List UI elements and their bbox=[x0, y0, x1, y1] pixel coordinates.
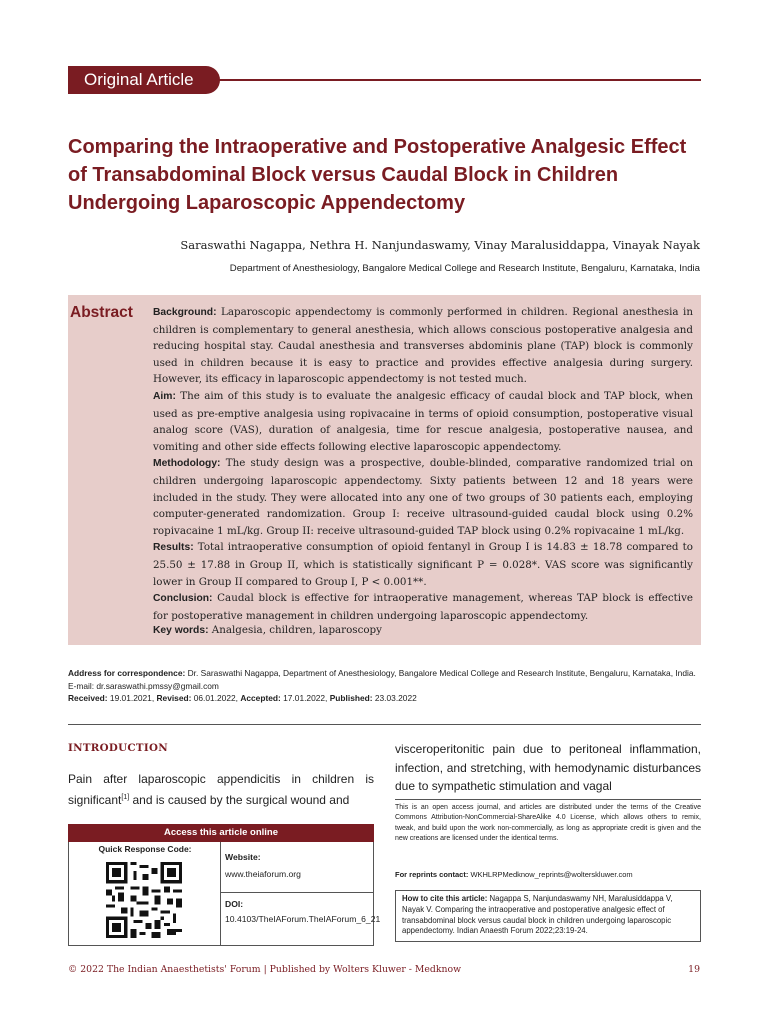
article-title: Comparing the Intraoperative and Postoperative Analgesic Effect of Transabdominal Block versus Caudal Block in Children Undergoing Laparoscopic Appendectomy bbox=[68, 136, 687, 214]
section-divider bbox=[68, 724, 701, 725]
qr-code-icon[interactable] bbox=[106, 862, 182, 938]
badge-rule bbox=[218, 79, 701, 81]
footer-copyright: © 2022 The Indian Anaesthetists' Forum | Published by Wolters Kluwer - Medknow bbox=[68, 964, 462, 975]
access-box-divider bbox=[220, 892, 374, 893]
abstract-conclusion: Conclusion: Caudal block is effective for intraoperative management, whereas TAP block is effective for postoperative management in children undergoing laparoscopic appendectomy. bbox=[153, 592, 693, 622]
citation-ref[interactable]: [1] bbox=[121, 793, 130, 801]
license-divider bbox=[395, 799, 701, 800]
website-link[interactable]: www.theiaforum.org bbox=[225, 869, 301, 879]
reprints-email[interactable]: WKHLRPMedknow_reprints@wolterskluwer.com bbox=[470, 870, 633, 879]
access-box-header: Access this article online bbox=[68, 824, 374, 842]
license-notice: This is an open access journal, and articles are distributed under the terms of the Creative Commons Attribution-NonCommercial-ShareAlike 4.0 License, which allows others to remix, tweak, and build upon the work non-commercially, as long as appropriate credit is given and the new creations are licensed under the identical terms. bbox=[395, 804, 701, 842]
reprints-contact: For reprints contact: WKHLRPMedknow_reprints@wolterskluwer.com bbox=[395, 870, 633, 879]
abstract-heading: Abstract bbox=[70, 304, 133, 321]
author-list: Saraswathi Nagappa, Nethra H. Nanjundaswamy, Vinay Maralusiddappa, Vinayak Nayak bbox=[180, 238, 700, 252]
website-label: Website: bbox=[225, 852, 261, 862]
article-type-label: Original Article bbox=[84, 70, 194, 89]
abstract-aim: Aim: The aim of this study is to evaluate the analgesic efficacy of caudal block and TAP block, when used as pre-emptive analgesia using ropivacaine in terms of opioid consumption, postoperative visual analog score (VAS), duration of analgesia, time for rescue analgesia, postoperative nausea, and vomiting and other side effects following elective laparoscopic appendectomy. bbox=[153, 389, 693, 453]
keywords: Key words: Analgesia, children, laparoscopy bbox=[153, 624, 382, 636]
abstract-methodology: Methodology: The study design was a prospective, double-blinded, comparative randomized trial on children undergoing laparoscopic appendectomy. Sixty patients between 12 and 18 years were included in the study. They were allocated into any one of two groups of 30 patients each, employing computer-generated randomization. Group I: receive ultrasound-guided caudal block using 0.2% ropivacaine 1 mL/kg. Group II: receive ultrasound-guided TAP block using 0.2% ropivacaine 1 mL/kg. bbox=[153, 457, 693, 537]
abstract-background: Background: Laparoscopic appendectomy is commonly performed in children. Regional anesthesia in children is complementary to general anesthesia, which allows conscious postoperative analgesia and reducing hospital stay. Caudal anesthesia and transverses abdominis plane (TAP) block is commonly used in children because it is easy to practice and provides effective analgesia during surgery. However, its efficacy in laparoscopic appendectomy is not tested much. bbox=[153, 306, 693, 386]
qr-code-label: Quick Response Code: bbox=[98, 844, 192, 854]
abstract-results: Results: Total intraoperative consumption of opioid fentanyl in Group I is 14.83 ± 18.78 compared to 25.50 ± 17.88 in Group II, which is statistically significant P = 0.028*. VAS score was significantly lower in Group II compared to Group I, P < 0.001**. bbox=[153, 541, 693, 588]
citation-box: How to cite this article: Nagappa S, Nanjundaswamy NH, Maralusiddappa V, Nayak V. Comparing the intraoperative and postoperative analgesic effect of transabdominal block versus caudal block in children undergoing laparoscopic appendectomy. Indian Anaesth Forum 2022;23:19-24. bbox=[395, 890, 701, 942]
abstract-body bbox=[153, 304, 693, 624]
introduction-text-left: Pain after laparoscopic appendicitis in children is significant[1] and is caused by the surgical wound and bbox=[68, 772, 374, 807]
affiliation: Department of Anesthesiology, Bangalore Medical College and Research Institute, Bengaluru, Karnataka, India bbox=[229, 263, 700, 274]
article-dates: Received: 19.01.2021, Revised: 06.01.2022, Accepted: 17.01.2022, Published: 23.03.2022 bbox=[68, 693, 417, 704]
access-box-divider bbox=[220, 842, 221, 946]
correspondence-block: Address for correspondence: Dr. Saraswathi Nagappa, Department of Anesthesiology, Bangalore Medical College and Research Institute, Bengaluru, Karnataka, India. E-mail: dr.saraswathi.pmssy@gmail.com Received: 19.01.2021, Revised: 06.01.2022, Accepted: 17.01.2022, Published: 23.03.2022 bbox=[68, 667, 708, 705]
doi-link[interactable]: 10.4103/TheIAForum.TheIAForum_6_21 bbox=[225, 914, 381, 924]
page-number: 19 bbox=[688, 964, 700, 975]
introduction-heading: INTRODUCTION bbox=[68, 742, 168, 754]
correspondence-email[interactable]: E-mail: dr.saraswathi.pmssy@gmail.com bbox=[68, 680, 219, 691]
introduction-text-right: visceroperitonitic pain due to peritoneal inflammation, infection, and stretching, with hemodynamic disturbances due to sympathetic stimulation and vagal bbox=[395, 742, 701, 793]
doi-label: DOI: bbox=[225, 899, 244, 909]
